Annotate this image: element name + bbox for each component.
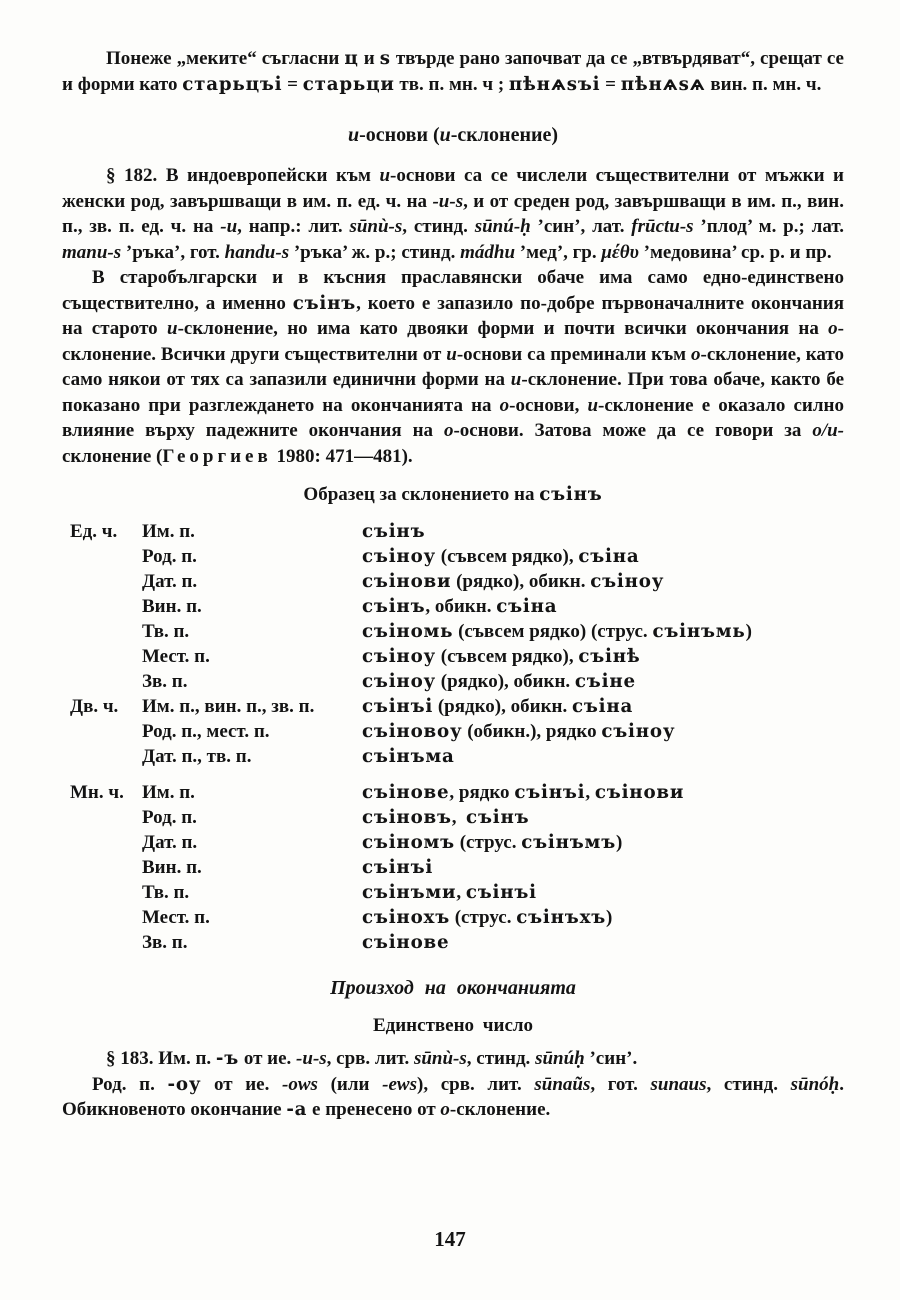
- text-run: съінъми: [362, 882, 457, 903]
- text-run: съіне: [574, 671, 636, 692]
- text-run: u: [347, 124, 360, 146]
- case-label: Род. п.: [142, 807, 197, 828]
- word-forms: [362, 780, 844, 806]
- text-run: (рядко), обикн.: [451, 571, 591, 592]
- table-row: [70, 594, 844, 619]
- text-run: , напр.: лит.: [237, 216, 350, 237]
- paragraph-intro: [62, 46, 849, 97]
- text-run: ): [745, 621, 752, 642]
- case-label: Зв. п.: [142, 671, 188, 692]
- text-run: о: [828, 318, 838, 339]
- table-row: [70, 669, 844, 694]
- text-run: съіна: [496, 596, 558, 617]
- text-run: о: [691, 343, 701, 365]
- text-run: (струс.: [454, 832, 522, 853]
- text-run: съіномъ: [362, 832, 455, 853]
- text-run: (рядко), обикн.: [436, 671, 575, 692]
- text-run: съіноу: [590, 571, 665, 592]
- table-row: [70, 905, 844, 930]
- text-run: -ews: [382, 1073, 417, 1095]
- text-run: съінѣ: [578, 646, 641, 667]
- word-forms: [362, 805, 844, 831]
- text-run: съінъ: [362, 521, 426, 542]
- word-forms: [362, 905, 844, 931]
- word-forms: [362, 855, 844, 881]
- table-row: [70, 644, 844, 669]
- case-label: Тв. п.: [142, 621, 190, 642]
- text-run: съінъі: [362, 696, 434, 717]
- text-run: -основи,: [509, 394, 588, 416]
- word-forms: [362, 569, 844, 595]
- text-run: Понеже „меките“ съгласни: [106, 48, 345, 69]
- paragraph-183-nominative: [62, 1046, 844, 1072]
- text-run: ’мед’, гр.: [515, 241, 602, 263]
- paragraph-old-bulgarian: [62, 265, 849, 469]
- text-run: sūnù-s: [349, 216, 403, 237]
- text-run: ’ръка’, гот.: [121, 241, 225, 263]
- text-run: съінъ: [292, 292, 357, 314]
- text-run: , което е запазило по-добре първоначалните окончания на старото: [62, 292, 849, 339]
- text-run: от ие.: [239, 1048, 297, 1069]
- text-run: съінъ: [362, 596, 426, 617]
- text-run: -склонение, като само някои от тях са запазили единични форми на: [62, 343, 849, 390]
- text-run: съінъі: [465, 882, 537, 903]
- number-label: Дв. ч.: [70, 696, 119, 717]
- case-label: Род. п., мест. п.: [142, 721, 270, 742]
- text-run: ’плод’ м. р.; лат.: [693, 216, 849, 237]
- text-run: Род. п.: [92, 1073, 168, 1095]
- text-run: старьцъі: [182, 73, 283, 95]
- text-run: μέθυ: [601, 241, 639, 263]
- case-label: Мест. п.: [142, 907, 210, 928]
- text-run: ’медовина’ ср. р. и пр.: [638, 241, 832, 263]
- case-label: Дат. п.: [142, 571, 198, 592]
- text-run: sūnú-ḥ: [474, 216, 531, 237]
- text-run: съіна: [571, 696, 634, 717]
- text-run: старьци: [302, 73, 395, 95]
- singular-heading: Единствено число: [372, 1015, 534, 1036]
- text-run: u: [510, 369, 522, 390]
- text-run: съінохъ: [362, 907, 450, 928]
- text-run: , стинд.: [706, 1073, 791, 1095]
- text-run: sūnúḥ: [535, 1048, 585, 1069]
- number-label: Ед. ч.: [70, 521, 118, 542]
- text-run: съінови: [594, 782, 685, 803]
- word-forms: [362, 719, 844, 745]
- text-run: -u: [220, 216, 238, 237]
- table-row: [70, 744, 844, 769]
- text-run: -склонение): [450, 124, 559, 146]
- origin-heading: Произход на окончанията: [330, 977, 576, 999]
- case-label: Тв. п.: [142, 882, 190, 903]
- text-run: о/u-: [812, 420, 844, 441]
- table-row: [70, 780, 844, 805]
- text-run: пѣнѧѕъі: [508, 73, 601, 95]
- text-run: В старобългарски и в късния праславянски обаче има само едно-единствено съществително, а именно: [62, 267, 849, 314]
- word-forms: [362, 694, 844, 720]
- table-row: [70, 544, 844, 569]
- text-run: , рядко: [449, 782, 515, 803]
- table-row: [70, 805, 844, 830]
- text-run: съіномь: [362, 621, 454, 642]
- text-run: съіновоу: [362, 721, 463, 742]
- text-run: -основи са се числели съществителни от мъжки и женски род, завършващи в им. п. ед. ч. на: [62, 165, 849, 212]
- text-run: (струс.: [449, 907, 517, 928]
- text-run: ’ръка’ ж. р.; стинд.: [289, 241, 461, 263]
- text-run: -основи са преминали към: [456, 343, 692, 365]
- declension-table-heading: [62, 483, 844, 507]
- text-run: от ие.: [201, 1073, 283, 1095]
- text-run: съінъі: [514, 782, 586, 803]
- text-run: sūnaũs: [534, 1073, 591, 1095]
- text-run: Образец за склонението на: [303, 484, 540, 505]
- text-run: ,: [451, 807, 467, 828]
- case-label: Дат. п.: [142, 832, 198, 853]
- number-label: Мн. ч.: [70, 782, 124, 803]
- text-run: е пренесено от: [307, 1099, 441, 1120]
- text-run: sunaus: [650, 1073, 707, 1095]
- text-run: frūctu-s: [631, 216, 694, 237]
- text-run: о: [440, 1099, 450, 1120]
- text-run: (или: [317, 1073, 383, 1095]
- text-run: -u-s: [432, 190, 464, 212]
- text-run: ), срв. лит.: [417, 1073, 535, 1095]
- text-run: , стинд.: [402, 216, 475, 237]
- text-run: о: [499, 394, 510, 416]
- text-run: съінъ: [539, 484, 603, 505]
- text-run: . Обикновеното окончание: [62, 1073, 849, 1120]
- text-run: u: [167, 318, 178, 339]
- text-run: -основи (: [359, 124, 440, 146]
- text-run: съіноу: [362, 671, 436, 692]
- table-row: [70, 569, 844, 594]
- text-run: съіноу: [601, 721, 676, 742]
- table-row: [70, 694, 844, 719]
- case-label: Род. п.: [142, 546, 197, 567]
- text-run: съінъі: [362, 857, 434, 878]
- text-run: , и от среден род, завършващи в им. п., вин. п., зв. п. ед. ч. на: [62, 190, 849, 237]
- text-run: =: [282, 73, 303, 95]
- case-label: Зв. п.: [142, 932, 188, 953]
- text-run: , стинд.: [466, 1048, 536, 1069]
- text-run: съіна: [578, 546, 640, 567]
- case-label: Им. п.: [142, 782, 195, 803]
- text-run: съінъхъ: [516, 907, 607, 928]
- table-row: [70, 855, 844, 880]
- page-number: 147: [434, 1226, 466, 1251]
- text-run: , гот.: [590, 1073, 651, 1095]
- text-run: § 183. Им. п.: [106, 1048, 216, 1069]
- text-run: Георгиев: [162, 445, 272, 467]
- word-forms: [362, 880, 844, 906]
- table-row: [70, 880, 844, 905]
- text-run: -склонение.: [449, 1099, 551, 1120]
- text-run: (съвсем рядко),: [436, 546, 579, 567]
- text-run: 1980: 471—481).: [271, 445, 413, 467]
- text-run: , обикн.: [425, 596, 497, 617]
- text-run: ): [615, 832, 623, 853]
- text-run: =: [600, 73, 621, 95]
- text-run: съінове: [362, 782, 450, 803]
- text-run: вин. п. мн. ч.: [705, 73, 822, 95]
- section-heading-u-stems: [62, 123, 844, 147]
- word-forms: [362, 519, 844, 545]
- text-run: § 182. В индоевропейски към: [106, 165, 380, 186]
- case-label: Мест. п.: [142, 646, 210, 667]
- word-forms: [362, 644, 844, 670]
- text-run: u: [446, 343, 457, 365]
- text-run: и: [358, 48, 380, 69]
- text-run: съінъ: [466, 807, 530, 828]
- word-forms: [362, 619, 844, 645]
- table-row: [70, 930, 844, 955]
- text-run: , срв. лит.: [326, 1048, 414, 1069]
- word-forms: [362, 744, 844, 770]
- text-run: (съвсем рядко),: [436, 646, 579, 667]
- text-run: съінъмь: [652, 621, 746, 642]
- case-label: Им. п., вин. п., зв. п.: [142, 696, 315, 717]
- text-run: (обикн.), рядко: [462, 721, 602, 742]
- text-run: -ows: [282, 1073, 318, 1095]
- text-run: -основи. Затова може да се говори за: [453, 420, 813, 441]
- text-run: ,: [456, 882, 466, 903]
- text-run: sūnóḥ: [790, 1073, 840, 1095]
- text-run: -u-s: [296, 1048, 327, 1069]
- text-run: съіноу: [362, 646, 436, 667]
- text-run: -склонение е оказало силно влияние върху падежните окончания на: [62, 394, 849, 441]
- paragraph-182: [62, 163, 849, 265]
- text-run: съінъма: [362, 746, 455, 767]
- text-run: -склонение. Всички други съществителни от: [62, 318, 844, 365]
- text-run: твърде рано започват да се „втвърдяват“, срещат се и форми като: [62, 48, 849, 95]
- text-run: ): [606, 907, 613, 928]
- text-run: u: [379, 165, 391, 186]
- text-run: sūnù-s: [413, 1048, 467, 1069]
- table-row: [70, 519, 844, 544]
- text-run: тв. п. мн. ч ;: [394, 73, 509, 95]
- word-forms: [362, 669, 844, 695]
- text-run: u: [439, 124, 451, 146]
- text-run: -оу: [167, 1073, 202, 1095]
- table-row: [70, 719, 844, 744]
- text-run: съінови: [362, 571, 452, 592]
- text-run: ’син’, лат.: [530, 216, 632, 237]
- word-forms: [362, 544, 844, 570]
- text-run: склонение (: [62, 420, 849, 467]
- word-forms: [362, 930, 844, 956]
- text-run: ц: [344, 48, 359, 69]
- text-run: ,: [585, 782, 595, 803]
- text-run: (съвсем рядко) (струс.: [453, 621, 653, 642]
- text-run: manu-s: [62, 241, 122, 263]
- text-run: съінъмъ: [521, 832, 616, 853]
- case-label: Им. п.: [142, 521, 195, 542]
- case-label: Дат. п., тв. п.: [142, 746, 252, 767]
- text-run: handu-s: [224, 241, 290, 263]
- word-forms: [362, 830, 844, 856]
- text-run: ѕ: [379, 48, 391, 69]
- paragraph-183-genitive: [62, 1072, 849, 1123]
- word-forms: [362, 594, 844, 620]
- case-label: Вин. п.: [142, 596, 202, 617]
- text-run: съіноу: [362, 546, 436, 567]
- text-run: mádhu: [460, 241, 516, 263]
- text-run: -склонение. При това обаче, както бе показано при разглеждането на окончанията на: [62, 369, 849, 416]
- text-run: u: [587, 394, 599, 416]
- declension-table: [70, 519, 844, 955]
- text-run: (рядко), обикн.: [433, 696, 572, 717]
- table-row: [70, 830, 844, 855]
- text-run: -ъ: [215, 1048, 240, 1069]
- text-run: съіновъ: [362, 807, 452, 828]
- case-label: Вин. п.: [142, 857, 202, 878]
- text-run: о: [443, 420, 454, 441]
- text-run: ’син’.: [584, 1048, 638, 1069]
- text-run: пѣнѧѕѧ: [620, 73, 706, 95]
- text-run: -склонение, но има като двояки форми и почти всички окончания на: [177, 318, 829, 339]
- text-run: -а: [286, 1099, 308, 1120]
- text-run: съінове: [362, 932, 450, 953]
- table-row: [70, 619, 844, 644]
